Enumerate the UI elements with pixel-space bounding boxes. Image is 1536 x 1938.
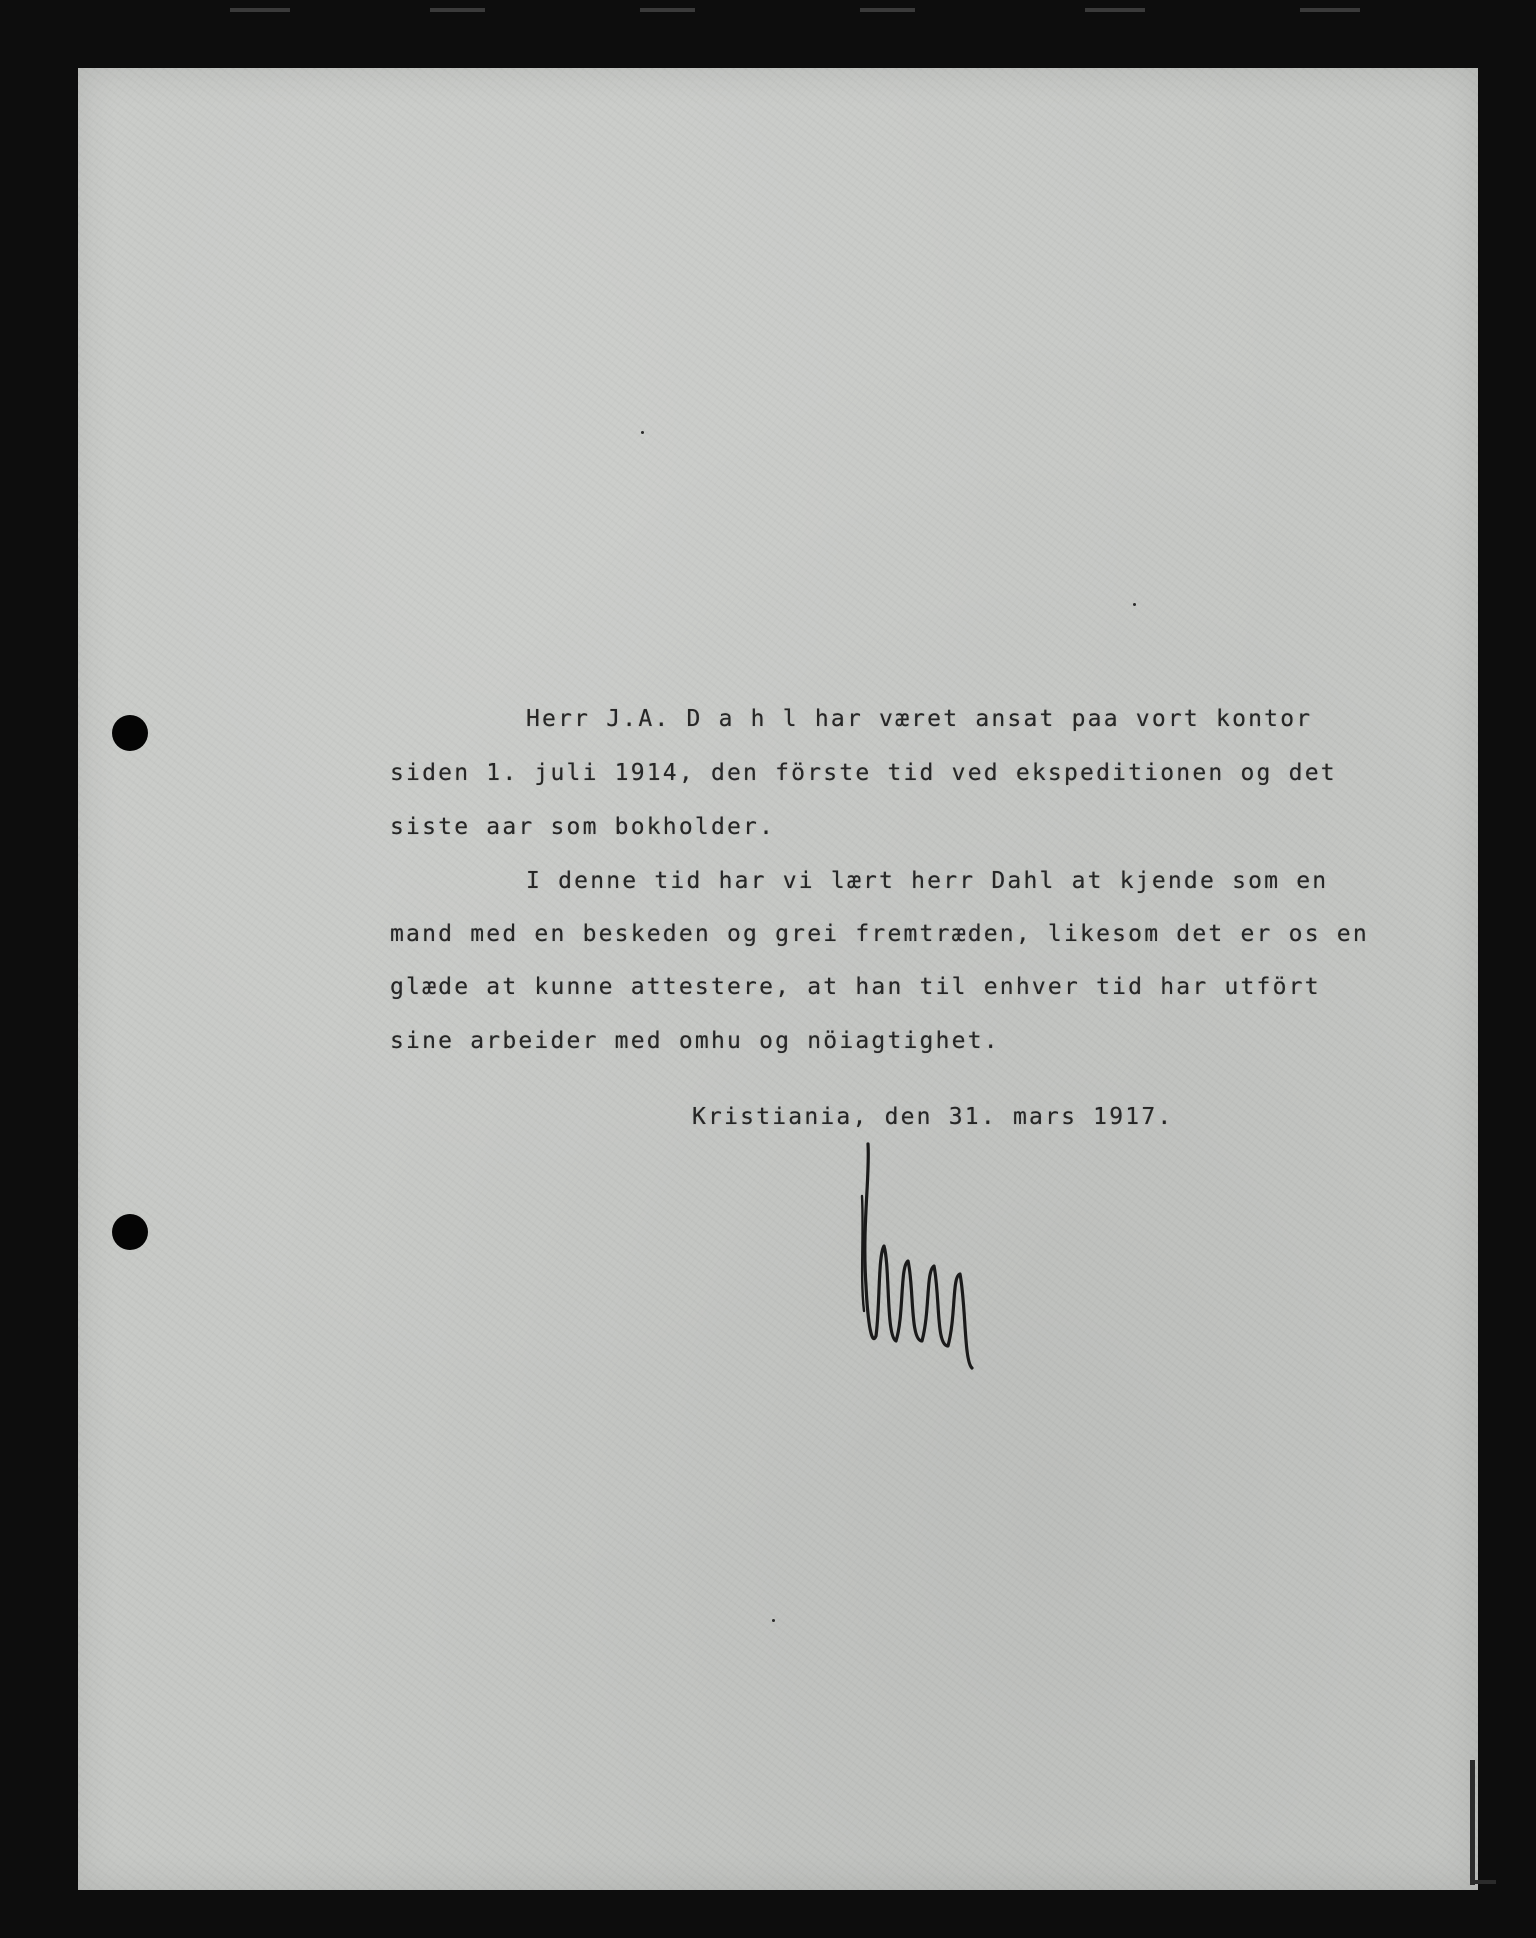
- letter-line: I denne tid har vi lært herr Dahl at kjende som en: [526, 868, 1329, 894]
- letter-line: sine arbeider med omhu og nöiagtighet.: [390, 1028, 1000, 1054]
- letter-line: glæde at kunne attestere, at han til enhver tid har utfört: [390, 974, 1321, 1000]
- film-edge-mark: [1085, 8, 1145, 12]
- letter-paper: [78, 68, 1478, 1890]
- punch-hole: [112, 1214, 148, 1250]
- punch-hole: [112, 715, 148, 751]
- letter-line: Herr J.A. D a h l har været ansat paa vort kontor: [526, 706, 1313, 732]
- place-and-date: Kristiania, den 31. mars 1917.: [692, 1104, 1174, 1130]
- letter-line: siden 1. juli 1914, den förste tid ved ekspeditionen og det: [390, 760, 1337, 786]
- film-edge-mark: [230, 8, 290, 12]
- letter-body: [78, 68, 1478, 1130]
- paper-speck: [641, 431, 644, 434]
- letter-line: siste aar som bokholder.: [390, 814, 776, 840]
- film-edge-mark: [1300, 8, 1360, 12]
- paper-speck: [772, 1619, 775, 1622]
- paper-speck: [1133, 603, 1136, 606]
- film-edge-rule: [1470, 1760, 1475, 1885]
- letter-line: mand med en beskeden og grei fremtræden, likesom det er os en: [390, 921, 1369, 947]
- film-edge-mark: [430, 8, 485, 12]
- handwritten-signature: [848, 1136, 1038, 1371]
- film-edge-tick: [1470, 1880, 1496, 1884]
- film-edge-mark: [860, 8, 915, 12]
- film-edge-mark: [640, 8, 695, 12]
